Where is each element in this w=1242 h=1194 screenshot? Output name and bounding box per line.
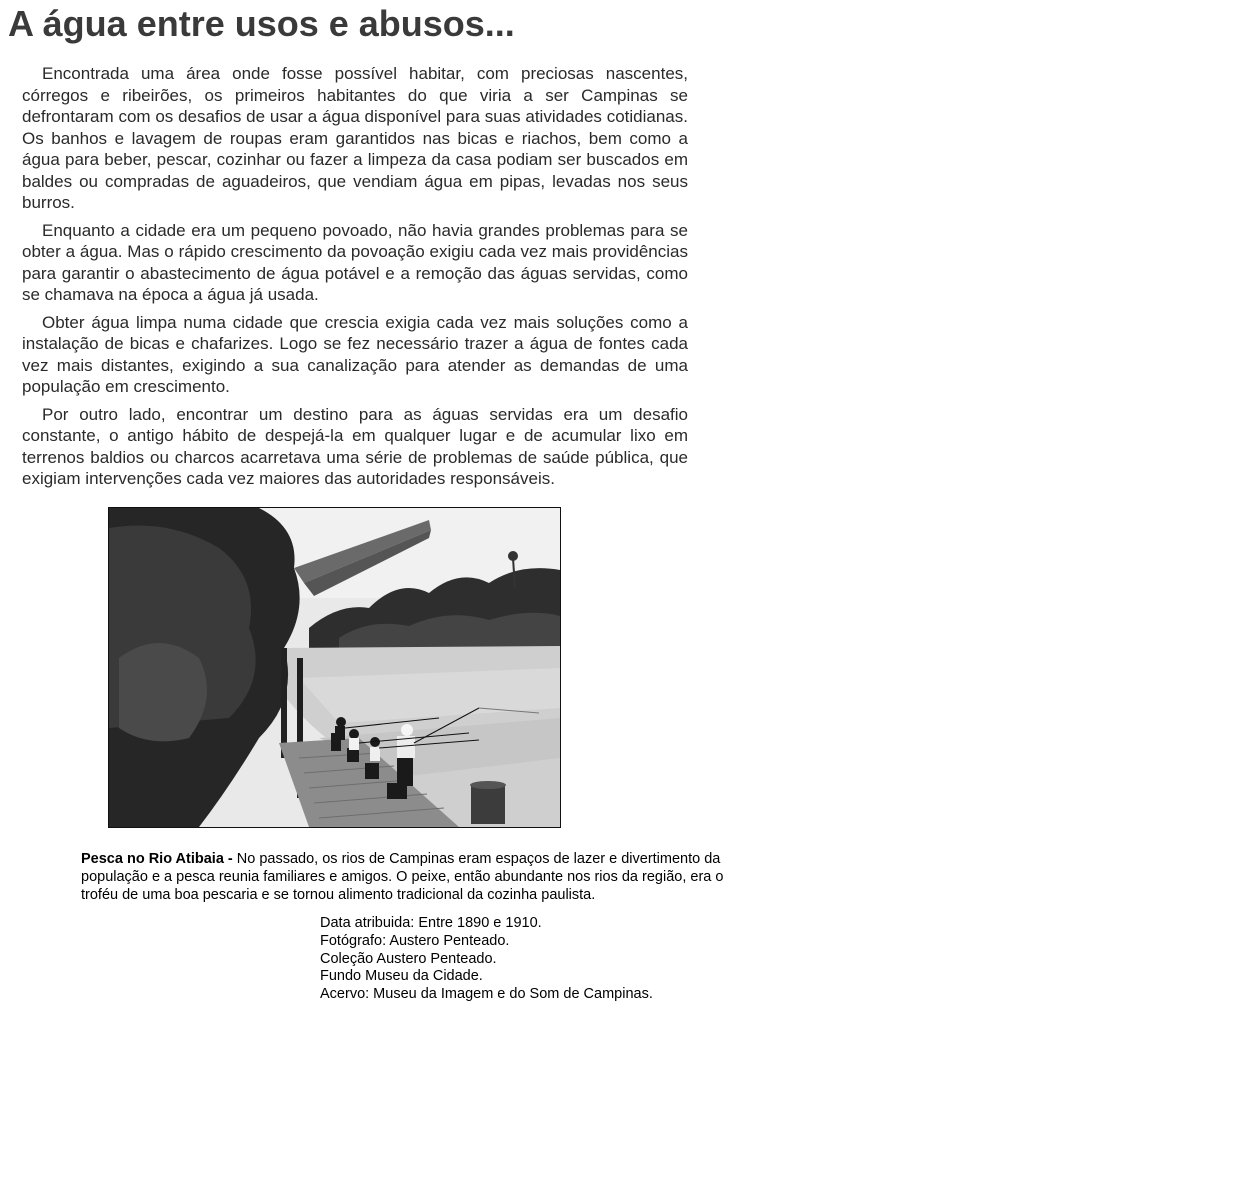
river-fishing-photo xyxy=(108,507,561,828)
article-paragraph: Obter água limpa numa cidade que crescia exigia cada vez mais soluções como a instalação de bicas e chafarizes. Logo se fez necessário trazer a água de fontes cada vez mais distantes, exigindo a sua canalização para atender as demandas de uma população em crescimento. xyxy=(22,312,688,396)
credit-photographer: Fotógrafo: Austero Penteado. xyxy=(320,932,510,949)
article-body xyxy=(22,63,688,496)
photo-illustration xyxy=(109,508,560,827)
photo-caption xyxy=(81,850,743,904)
photo-credits xyxy=(320,915,740,1004)
caption-title: Pesca no Rio Atibaia - xyxy=(81,851,237,867)
article-paragraph: Por outro lado, encontrar um destino para as águas servidas era um desafio constante, o antigo hábito de despejá-la em qualquer lugar e de acumular lixo em terrenos baldios ou charcos acarretava uma série de problemas de saúde pública, que exigiam intervenções cada vez maiores das autoridades responsáveis. xyxy=(22,404,688,488)
credit-collection: Coleção Austero Penteado. xyxy=(320,950,497,967)
article-paragraph: Encontrada uma área onde fosse possível habitar, com preciosas nascentes, córregos e ribeirões, os primeiros habitantes do que viria a ser Campinas se defrontaram com os desafios de usar a água disponível para suas atividades cotidianas. Os banhos e lavagem de roupas eram garantidos nas bicas e riachos, bem como a água para beber, pescar, cozinhar ou fazer a limpeza da casa podiam ser buscados em baldes ou compradas de aguadeiros, que vendiam água em pipas, levadas nos seus burros. xyxy=(22,64,688,212)
credit-archive: Acervo: Museu da Imagem e do Som de Campinas. xyxy=(320,986,653,1003)
caption-text: No passado, os rios de Campinas eram espaços de lazer e divertimento da população e a pesca reunia familiares e amigos. O peixe, então abundante nos rios da região, era o troféu de uma boa pescaria e se tornou alimento tradicional da cozinha paulista. xyxy=(81,851,724,903)
page-title: A água entre usos e abusos... xyxy=(8,3,515,44)
credit-fund: Fundo Museu da Cidade. xyxy=(320,968,483,985)
credit-date: Data atribuida: Entre 1890 e 1910. xyxy=(320,915,542,931)
article-paragraph: Enquanto a cidade era um pequeno povoado, não havia grandes problemas para se obter a água. Mas o rápido crescimento da povoação exigiu cada vez mais providências para garantir o abastecimento de água potável e a remoção das águas servidas, como se chamava na época a água já usada. xyxy=(22,220,688,304)
